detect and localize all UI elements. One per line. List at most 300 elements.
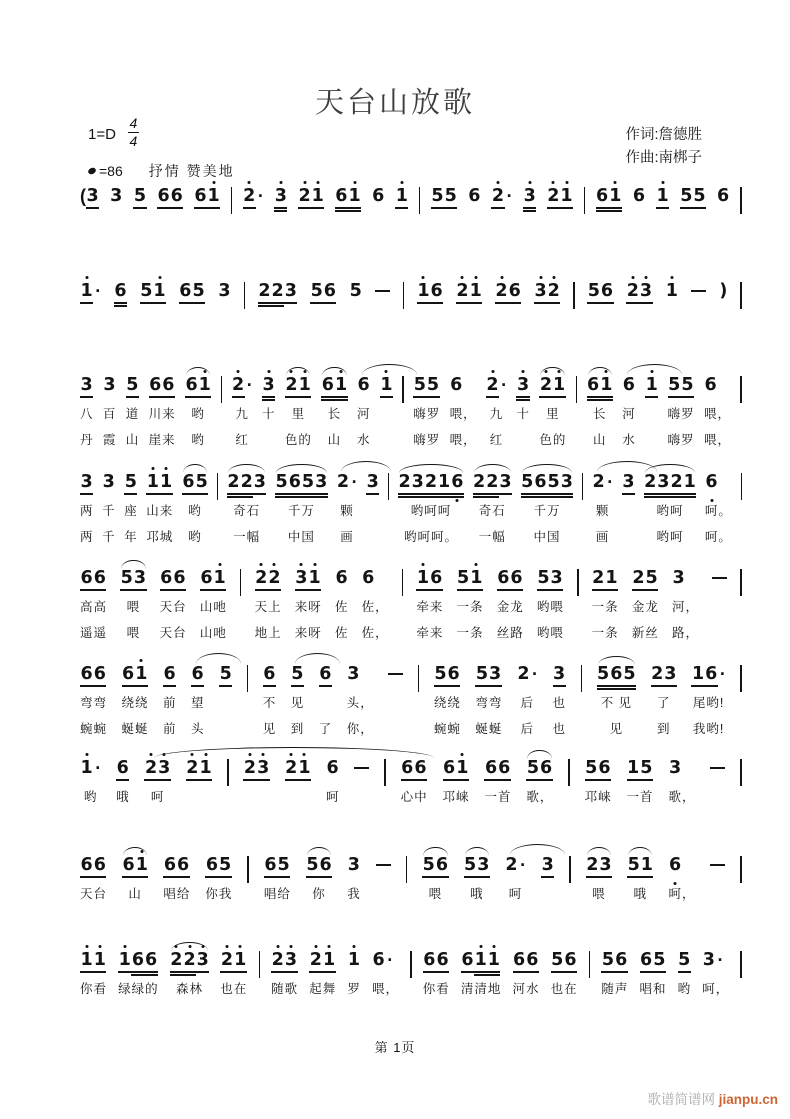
note-digit: 6 — [534, 472, 547, 492]
note-digit: 6 — [513, 950, 526, 970]
note-digit: 3 — [110, 186, 123, 206]
note-digit: 1 — [348, 186, 361, 206]
note-digit: 6 — [484, 758, 498, 778]
note-group — [275, 460, 328, 545]
note-digit: 2 — [258, 281, 271, 301]
lyric-verse2: 中国 — [287, 530, 315, 544]
note-digit: 6 — [401, 758, 414, 778]
lyric-verse1: 佐， — [361, 600, 389, 614]
note-group — [413, 363, 440, 448]
note-digit: 2 — [651, 664, 664, 684]
note-digit: 3 — [639, 281, 652, 301]
lyric-verse1: 牵来 — [416, 600, 444, 614]
note-group — [163, 652, 177, 737]
octave-dot-high — [98, 945, 101, 948]
augmentation-dot: · — [95, 758, 102, 778]
lyric-verse1: 你看 — [422, 982, 450, 996]
slur-arc — [510, 844, 565, 855]
note-group — [140, 269, 166, 308]
note-digit: 5 — [601, 950, 615, 970]
octave-dot-high — [163, 753, 166, 756]
lyric-verse1: 头， — [346, 696, 374, 710]
lyric-verse1: 心中 — [400, 790, 428, 804]
note-group — [516, 363, 530, 448]
note-group — [194, 174, 220, 213]
lyric-verse2: 色的 — [539, 433, 567, 447]
note-group — [146, 460, 173, 545]
lyric-verse1: 歌， — [526, 790, 554, 804]
octave-dot-high — [123, 945, 126, 948]
note-digit: 1 — [135, 855, 148, 875]
note-group — [704, 363, 731, 448]
octave-dot-high — [544, 370, 547, 373]
lyric-verse1: 邛崃 — [584, 790, 612, 804]
note-digit: 1 — [308, 568, 321, 588]
note-digit: 5 — [623, 664, 636, 684]
note-digit: 6 — [443, 758, 456, 778]
note-group — [680, 174, 706, 213]
octave-dot-high — [497, 181, 500, 184]
note-digit: 2 — [517, 664, 530, 684]
note-digit: 3 — [541, 855, 554, 875]
lyric-verse1: 唱给 — [163, 887, 191, 901]
note-digit: 5 — [681, 375, 694, 395]
lyric-verse2: 新丝 — [631, 626, 659, 640]
note-digit: 6 — [372, 950, 385, 970]
octave-dot-high — [605, 370, 608, 373]
note-group — [218, 269, 231, 308]
lyric-verse1: 嗨罗 — [413, 407, 441, 421]
note-digit: 3 — [657, 472, 670, 492]
augmentation-dot: · — [95, 281, 102, 301]
lyric-verse1: 喂， — [372, 982, 400, 996]
note-digit: 5 — [133, 186, 146, 206]
music-system — [80, 556, 742, 641]
lyric-verse2: 嗨罗 — [413, 433, 441, 447]
note-digit: 6 — [114, 281, 127, 301]
note-digit: 6 — [179, 281, 192, 301]
note-group — [513, 938, 540, 997]
lyric-verse2: 哟喂 — [536, 626, 564, 640]
note-digit: 3 — [158, 758, 171, 778]
lyric-verse2: 来呀 — [294, 626, 322, 640]
note-digit: 5 — [120, 568, 133, 588]
octave-dot-high — [188, 945, 191, 948]
lyric-verse1: 九 — [235, 407, 249, 421]
note-group — [126, 363, 140, 448]
note-group — [468, 174, 481, 213]
barline — [740, 759, 742, 786]
note-group — [464, 843, 490, 902]
note-group — [380, 363, 393, 448]
note-digit: 3 — [196, 950, 209, 970]
note-digit: 3 — [257, 758, 270, 778]
note-digit: 6 — [414, 758, 427, 778]
note-group — [362, 556, 389, 641]
lyric-verse1 — [388, 680, 403, 695]
lyric-verse2: 遥遥 — [80, 626, 108, 640]
note-digit: 5 — [587, 281, 600, 301]
note-group — [347, 938, 361, 997]
lyric-verse1: 一首 — [484, 790, 512, 804]
note-digit: 1 — [334, 375, 347, 395]
barline — [584, 187, 586, 214]
barline — [582, 473, 584, 500]
note-digit: 5 — [597, 664, 610, 684]
note-group — [553, 652, 567, 737]
note-group — [656, 174, 669, 213]
note-digit: 6 — [160, 568, 173, 588]
note-digit: 6 — [510, 568, 523, 588]
note-digit: 6 — [468, 186, 481, 206]
note-digit: 6 — [122, 855, 135, 875]
octave-dot-high — [631, 276, 634, 279]
octave-dot-high — [492, 945, 495, 948]
octave-dot-high — [353, 181, 356, 184]
note-digit: 1 — [627, 758, 640, 778]
note-group — [243, 174, 264, 213]
octave-dot-high — [260, 563, 263, 566]
barline — [221, 376, 223, 403]
note-digit: 2 — [486, 472, 499, 492]
note-digit: 1 — [146, 472, 159, 492]
note-digit: 6 — [162, 375, 175, 395]
note-group — [523, 174, 536, 213]
note-digit: 1 — [207, 186, 220, 206]
lyric-verse2: 哟呵呵。 — [403, 530, 458, 544]
octave-dot-low — [710, 499, 713, 502]
octave-dot-high — [422, 276, 425, 279]
octave-dot-high — [300, 563, 303, 566]
note-digit: 3 — [253, 472, 266, 492]
lyric-verse1: 邛崃 — [442, 790, 470, 804]
note-digit: 5 — [526, 758, 540, 778]
lyric-verse1 — [186, 790, 212, 805]
note-digit: 5 — [475, 664, 489, 684]
barline — [403, 282, 405, 309]
note-group — [551, 938, 578, 997]
lyric-verse1: 随声 — [601, 982, 629, 996]
barline — [581, 665, 583, 692]
note-digit: 2 — [632, 568, 645, 588]
note-digit: 6 — [264, 855, 277, 875]
octave-dot-high — [273, 563, 276, 566]
note-digit: 5 — [126, 375, 139, 395]
lyric-verse1: 喂 — [428, 887, 443, 901]
note-digit: 5 — [192, 281, 205, 301]
lyric-verse1: 弯弯 — [475, 696, 503, 710]
note-digit: 1 — [640, 855, 653, 875]
note-digit: 5 — [426, 375, 440, 395]
note-group — [357, 363, 371, 448]
lyric-verse1: 长 — [592, 407, 607, 421]
note-group — [486, 363, 507, 448]
note-group — [191, 652, 205, 737]
note-group — [295, 556, 322, 641]
lyric-verse2 — [380, 433, 393, 448]
note-digit: 6 — [194, 186, 207, 206]
lyric-verse1: 哟 — [83, 790, 98, 804]
lyric-verse1: 十 — [262, 407, 276, 421]
note-group — [347, 843, 361, 902]
note-group — [456, 269, 482, 308]
note-group — [484, 746, 511, 805]
note-digit: 2 — [220, 950, 233, 970]
note-group — [622, 460, 635, 545]
note-digit: 3 — [599, 855, 612, 875]
lyric-verse2: 了 — [318, 722, 333, 736]
note-group — [80, 746, 101, 805]
lyric-verse1: 两 — [80, 504, 94, 518]
note-group — [587, 269, 613, 308]
note-digit: 1 — [298, 375, 311, 395]
time-signature-bottom: 4 — [129, 133, 138, 149]
lyric-verse1: 一条 — [456, 600, 484, 614]
dash-note — [710, 746, 725, 789]
note-digit: 2 — [539, 375, 552, 395]
octave-dot-high — [218, 563, 221, 566]
barline — [740, 376, 742, 403]
note-digit: 1 — [691, 664, 705, 684]
note-group — [431, 174, 457, 213]
barline — [569, 856, 571, 883]
note-digit: 2 — [592, 472, 605, 492]
note-digit: 5 — [422, 855, 435, 875]
lyric-verse1: 喂， — [449, 407, 477, 421]
note-group — [157, 174, 183, 213]
note-group — [120, 556, 146, 641]
lyric-verse1 — [380, 407, 393, 422]
note-group — [163, 843, 190, 902]
octave-dot-high — [290, 370, 293, 373]
lyric-verse1: 喂， — [703, 407, 731, 421]
lyric-verse2: 路， — [671, 626, 699, 640]
lyric-verse1: 哟喂 — [536, 600, 564, 614]
octave-dot-high — [151, 467, 154, 470]
note-group — [186, 746, 212, 805]
octave-dot-low — [674, 882, 677, 885]
lyric-verse1 — [366, 504, 379, 519]
note-digit: 5 — [140, 281, 153, 301]
note-digit: 1 — [93, 950, 106, 970]
page-number: 第 1页 — [374, 1040, 416, 1055]
barline — [244, 282, 246, 309]
lyric-verse1 — [645, 407, 658, 422]
note-digit: 5 — [521, 472, 534, 492]
note-group — [243, 746, 269, 805]
note-group — [632, 556, 659, 641]
lyric-verse1: 哟呵 — [656, 504, 684, 518]
music-system — [80, 652, 742, 737]
note-digit: 3 — [295, 568, 308, 588]
note-group — [80, 556, 107, 641]
note-group — [80, 843, 107, 902]
lyric-verse1: 奇石 — [478, 504, 506, 518]
octave-dot-high — [226, 945, 229, 948]
lyric-verse1: 山来 — [146, 504, 174, 518]
dash-note — [712, 556, 727, 625]
note-digit: 1 — [469, 281, 482, 301]
lyric-verse1 — [219, 696, 232, 711]
note-digit: 6 — [173, 568, 186, 588]
note-digit: 6 — [323, 281, 336, 301]
lyric-verse2: 山 — [592, 433, 607, 447]
note-group — [717, 174, 730, 213]
note-digit: 2 — [183, 950, 196, 970]
augmentation-dot: · — [257, 186, 264, 206]
note-digit: 2 — [398, 472, 411, 492]
note-digit: 6 — [362, 568, 375, 588]
lyric-verse2: 哟呵 — [656, 530, 684, 544]
barline — [740, 569, 742, 596]
lyric-verse1: 喂 — [592, 887, 606, 901]
note-digit: 5 — [306, 855, 319, 875]
note-group — [668, 363, 695, 448]
lyric-verse2: 喂， — [703, 433, 731, 447]
lyric-verse1: 九 — [489, 407, 504, 421]
watermark-site-name: 歌谱简谱网 — [647, 1092, 715, 1107]
note-digit: 6 — [335, 568, 348, 588]
note-digit: 1 — [609, 186, 622, 206]
lyric-verse1: 也在 — [220, 982, 248, 996]
note-digit: 6 — [498, 758, 511, 778]
barline — [573, 282, 575, 309]
lyric-verse1: 见 — [290, 696, 305, 710]
lyric-verse1: 河水 — [512, 982, 540, 996]
note-digit: 6 — [598, 758, 611, 778]
lyric-verse2: 头 — [191, 722, 205, 736]
note-digit: 2 — [243, 186, 256, 206]
note-group — [80, 938, 107, 997]
note-digit: 6 — [319, 855, 332, 875]
dash-note — [354, 746, 369, 789]
note-digit: 2 — [586, 855, 599, 875]
octave-dot-high — [303, 753, 306, 756]
note-digit: 5 — [275, 472, 288, 492]
note-digit: 6 — [357, 375, 370, 395]
lyric-verse1: 喂 — [126, 600, 141, 614]
note-group — [103, 363, 117, 448]
note-digit: 1 — [605, 568, 618, 588]
note-digit: 1 — [118, 950, 131, 970]
octave-dot-high — [650, 370, 653, 373]
note-group — [114, 269, 127, 308]
note-group — [422, 843, 448, 902]
barline — [247, 856, 249, 883]
key-tempo-block — [88, 115, 235, 181]
note-group — [537, 556, 564, 641]
lyric-verse1: 哟呵呵 — [410, 504, 452, 518]
note-digit: 5 — [310, 281, 323, 301]
lyric-verse1 — [622, 504, 635, 519]
duration-dash — [354, 767, 369, 769]
lyric-verse2: 水 — [356, 433, 371, 447]
note-group — [691, 652, 725, 737]
lyric-verse2: 红 — [235, 433, 249, 447]
lyric-verse1: 金龙 — [496, 600, 524, 614]
note-digit: 6 — [450, 375, 463, 395]
note-group — [255, 556, 282, 641]
augmentation-dot: · — [717, 950, 724, 970]
lyric-verse1: 嗨罗 — [667, 407, 695, 421]
octave-dot-high — [204, 753, 207, 756]
octave-dot-high — [249, 753, 252, 756]
note-digit: 3 — [553, 664, 566, 684]
note-digit: 6 — [163, 664, 176, 684]
lyric-verse1: 不 — [262, 696, 277, 710]
note-digit: 5 — [693, 186, 706, 206]
barline — [259, 951, 261, 978]
note-group — [398, 460, 464, 545]
octave-dot-high — [328, 945, 331, 948]
note-digit: 6 — [177, 855, 190, 875]
octave-dot-high — [552, 276, 555, 279]
barline — [384, 759, 386, 786]
note-digit: 2 — [170, 950, 183, 970]
lyric-verse1: 天上 — [254, 600, 282, 614]
octave-dot-high — [474, 276, 477, 279]
note-digit: 6 — [436, 950, 449, 970]
lyric-verse1: 长 — [327, 407, 342, 421]
note-digit: 6 — [451, 472, 464, 492]
note-digit: 1 — [645, 375, 658, 395]
note-digit: 3 — [477, 855, 490, 875]
note-digit: 6 — [587, 375, 600, 395]
note-group — [179, 269, 205, 308]
lyric-verse1 — [712, 584, 727, 599]
note-digit: 6 — [640, 950, 653, 970]
octave-dot-high — [191, 753, 194, 756]
octave-dot-high — [140, 659, 143, 662]
note-digit: 1 — [213, 568, 226, 588]
watermark — [647, 1088, 778, 1108]
octave-dot-high — [239, 945, 242, 948]
note-group — [434, 652, 461, 737]
note-digit: 1 — [80, 950, 93, 970]
octave-dot-high — [267, 370, 270, 373]
note-digit: 6 — [632, 186, 646, 206]
note-group — [495, 269, 521, 308]
note-group — [645, 363, 658, 448]
lyric-verse1: 也在 — [550, 982, 578, 996]
note-digit: 3 — [516, 375, 529, 395]
note-digit: 3 — [80, 472, 93, 492]
note-digit: 6 — [116, 758, 129, 778]
octave-dot-high — [670, 276, 673, 279]
note-digit: 2 — [309, 950, 322, 970]
music-system — [80, 174, 742, 214]
barline — [577, 569, 579, 596]
note-digit: 5 — [219, 855, 232, 875]
barline — [231, 187, 233, 214]
note-digit: 3 — [664, 664, 677, 684]
octave-dot-high — [661, 181, 664, 184]
note-group — [668, 843, 695, 902]
lyric-verse1: 不 见 — [600, 696, 633, 710]
note-digit: 2 — [144, 758, 157, 778]
octave-dot-high — [248, 181, 251, 184]
octave-dot-high — [165, 467, 168, 470]
note-group — [80, 460, 94, 545]
time-signature — [128, 116, 139, 149]
lyric-verse1: 川来 — [148, 407, 176, 421]
octave-dot-high — [140, 850, 143, 853]
barline — [217, 473, 219, 500]
note-group — [678, 938, 692, 997]
lyric-verse1: 金龙 — [631, 600, 659, 614]
note-group — [521, 460, 574, 545]
note-digit: 6 — [372, 186, 385, 206]
